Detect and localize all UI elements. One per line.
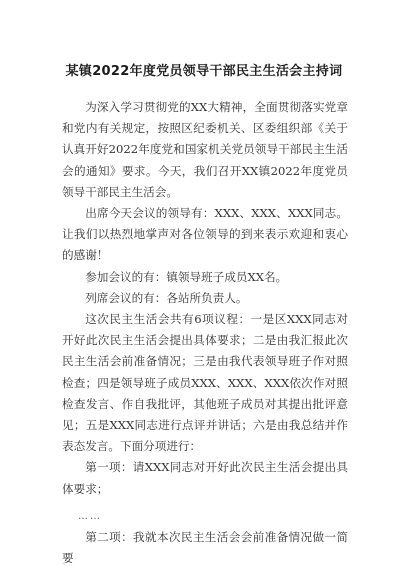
- document-body: [62, 97, 348, 569]
- paragraph-item-one: 第一项：请XXX同志对开好此次民主生活会提出具体要求；: [62, 460, 348, 496]
- paragraph-attending-leaders: 出席今天会议的领导有：XXX、XXX、XXX同志。让我们以热烈地掌声对各位领导的到来表示欢迎和衷心的感谢！: [62, 206, 348, 263]
- ellipsis-marker: ……: [78, 510, 102, 522]
- paragraph-participants: 参加会议的有：镇领导班子成员XX名。: [85, 269, 288, 284]
- paragraph-observers: 列席会议的有：各站所负责人。: [85, 290, 248, 305]
- paragraph-item-two: 第二项：我就本次民主生活会会前准备情况做一简要: [62, 530, 348, 566]
- document-title: 某镇2022年度党员领导干部民主生活会主持词: [65, 64, 343, 79]
- paragraph-agenda: 这次民主生活会共有6项议程：一是区XXX同志对开好此次民主生活会提出具体要求；二是由我汇报此次民主生活会前准备情况；三是由我代表领导班子作对照检查；四是领导班子成员XXX、XXX、XXX依次作对照检查发言、作自我批评，其他班子成员对其提出批评意见；五是XXX同志进行点评并讲话；六是由我总结并作表态发言。下面分项进行：: [62, 312, 348, 454]
- paragraph-intro: 为深入学习贯彻党的XX大精神，全面贯彻落实党章和党内有关规定，按照区纪委机关、区委组织部《关于认真开好2022年度党和国家机关党员领导干部民主生活会的通知》要求。今天，我们召开XX镇2022年度党员领导干部民主生活会。: [62, 100, 348, 199]
